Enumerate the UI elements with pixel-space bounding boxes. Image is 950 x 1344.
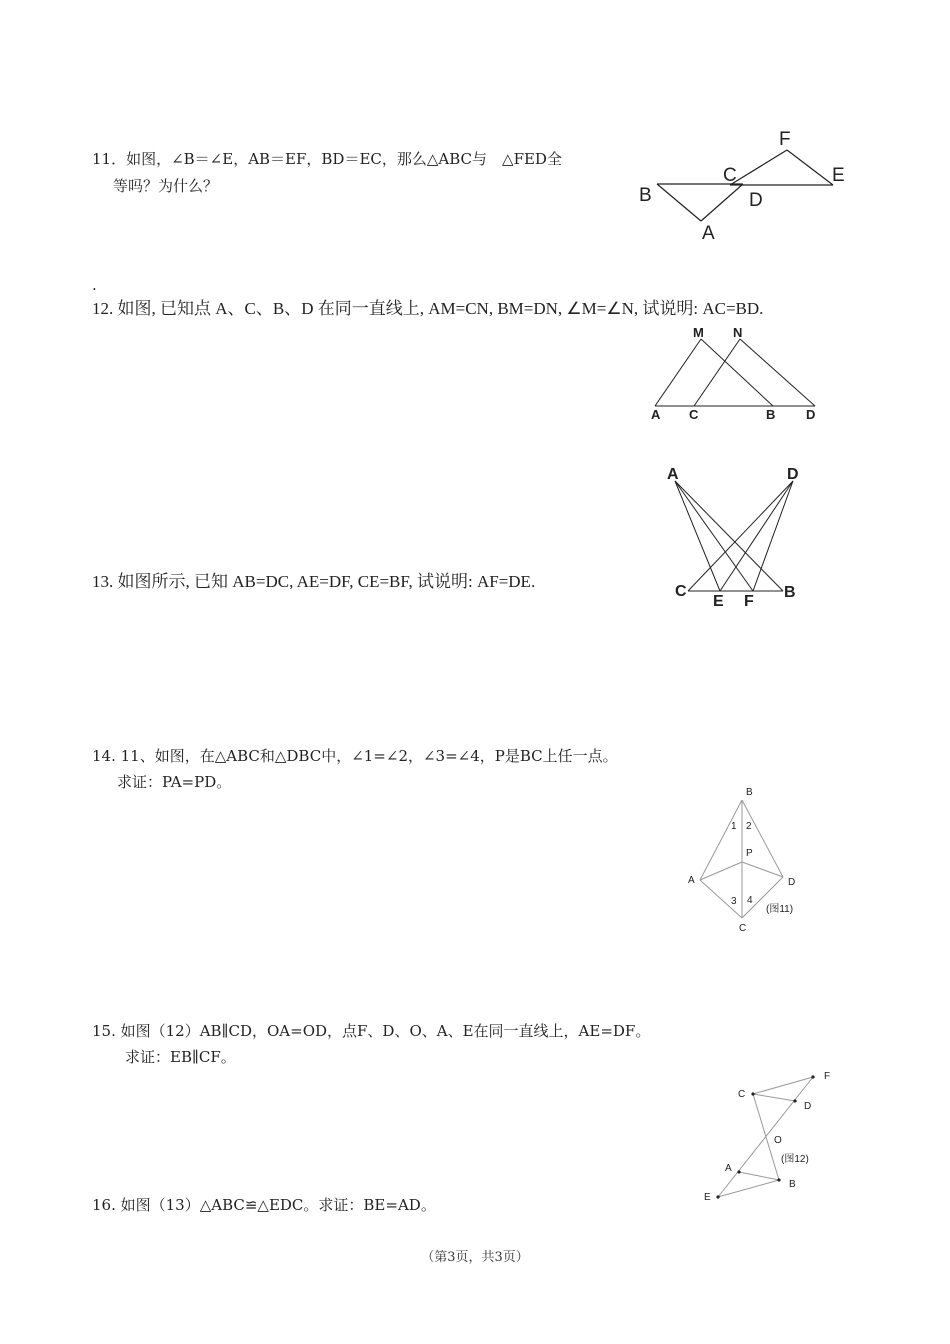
problem-14-line1: 14. 11、如图，在△ABC和△DBC中，∠1=∠2，∠3=∠4，P是BC上任一点。 [92,747,618,765]
fig15-caption: (图12) [781,1154,809,1165]
fig11-label-e: E [832,165,845,186]
fig14-label-d: D [788,877,796,888]
fig14-label-c: C [739,923,747,934]
fig15-label-b: B [789,1179,796,1190]
fig14-label-4: 4 [747,895,753,906]
fig12-label-a: A [651,407,661,422]
fig11-label-b: B [639,185,652,206]
fig14-label-2: 2 [746,821,752,832]
page-footer: （第3页，共3页） [421,1250,529,1265]
fig13-label-a: A [667,466,679,483]
problem-11-line1: 11．如图，∠B＝∠E，AB＝EF，BD＝EC，那么△ABC与 △FED全 [92,150,562,168]
problem-15-line2: 求证：EB∥CF。 [125,1048,236,1066]
fig14-caption: (图11) [766,904,794,915]
problem-14-line2: 求证：PA=PD。 [117,773,232,791]
fig13-label-d: D [787,466,799,483]
fig11-label-d: D [749,190,763,211]
fig14-label-3: 3 [731,896,737,907]
fig12-label-b: B [766,407,776,422]
fig15-label-c: C [738,1089,746,1100]
fig15-label-d: D [804,1101,812,1112]
problem-13-text: 13. 如图所示, 已知 AB=DC, AE=DF, CE=BF, 试说明: AF=DE. [92,572,536,591]
fig11-label-c: C [723,165,737,186]
fig15-label-e: E [704,1192,711,1203]
fig11-label-a: A [702,223,715,244]
fig12-label-d: D [806,407,816,422]
problem-12-text: 12. 如图, 已知点 A、C、B、D 在同一直线上, AM=CN, BM=DN, ∠M=∠N, 试说明: AC=BD. [92,299,764,318]
problem-16-text: 16. 如图（13）△ABC≌△EDC。求证：BE=AD。 [92,1196,436,1214]
stray-dot: . [92,276,97,294]
fig13-label-b: B [784,584,796,601]
fig14-label-a: A [688,875,695,886]
fig12-label-n: N [733,325,743,340]
fig15-label-f: F [824,1071,831,1082]
fig14-label-p: P [746,848,753,859]
fig14-label-b: B [746,787,753,798]
fig15-label-o: O [774,1135,782,1146]
fig14-label-1: 1 [731,821,737,832]
fig13-label-f: F [744,593,754,610]
fig12-label-m: M [693,325,704,340]
fig11-label-f: F [779,129,791,150]
fig15-label-a: A [725,1163,732,1174]
fig12-label-c: C [689,407,699,422]
fig13-label-c: C [675,583,687,600]
problem-15-line1: 15. 如图（12）AB∥CD，OA=OD，点F、D、O、A、E在同一直线上，AE=DF。 [92,1022,651,1040]
fig13-label-e: E [713,593,724,610]
problem-11-line2: 等吗？为什么？ [113,177,219,195]
